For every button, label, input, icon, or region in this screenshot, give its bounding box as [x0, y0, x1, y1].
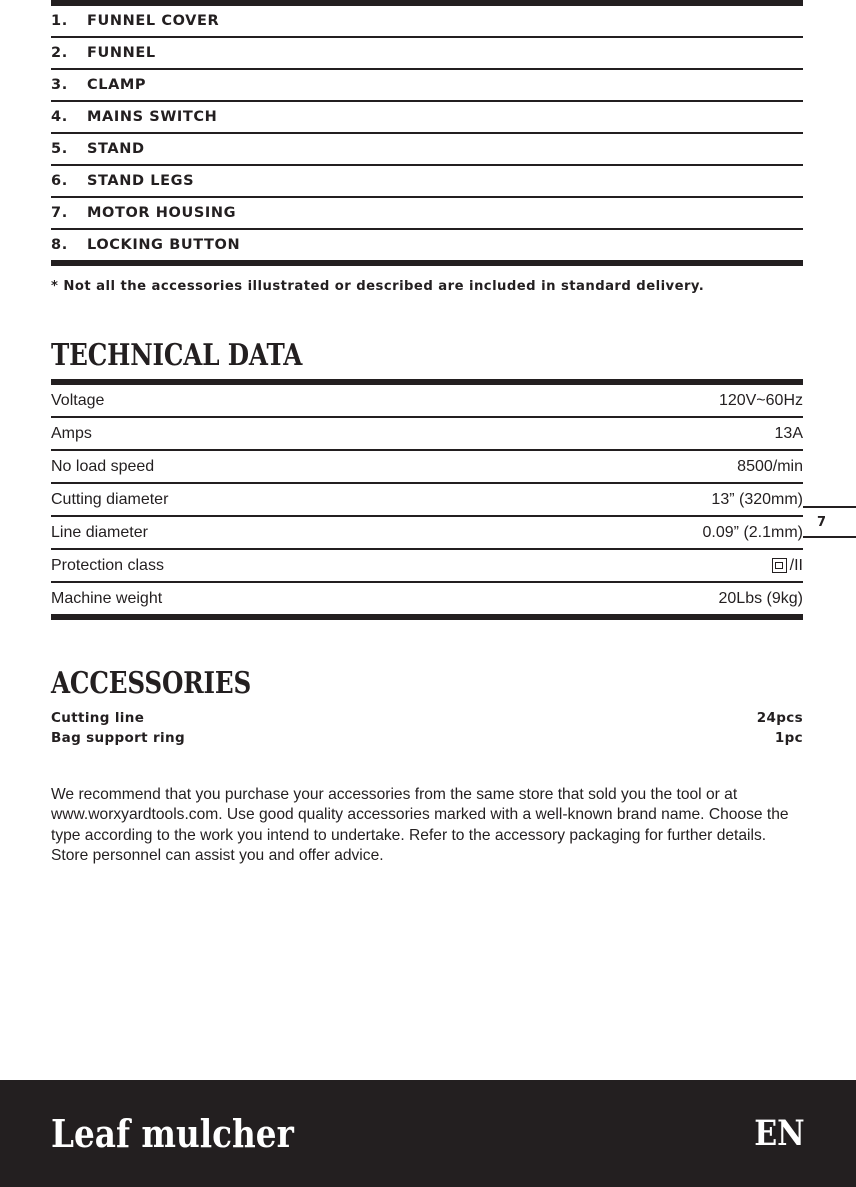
part-number: 5.	[51, 141, 68, 157]
spec-row	[51, 484, 803, 515]
part-number: 7.	[51, 205, 68, 221]
accessory-name: Bag support ring	[51, 730, 185, 746]
spec-key: Protection class	[51, 556, 164, 574]
part-label: FUNNEL	[87, 45, 156, 61]
parts-list-bottom-rule	[51, 260, 803, 266]
part-number: 4.	[51, 109, 68, 125]
technical-data-heading-wrap	[51, 338, 803, 374]
spec-value	[719, 392, 803, 410]
accessory-row	[51, 728, 803, 748]
parts-list-row	[51, 102, 803, 132]
spec-row	[51, 385, 803, 416]
spec-value-text: 13A	[774, 424, 803, 442]
parts-list-row	[51, 38, 803, 68]
spec-value	[772, 557, 803, 575]
parts-list-row	[51, 198, 803, 228]
part-label: LOCKING BUTTON	[87, 237, 241, 253]
spec-value-text: 0.09” (2.1mm)	[702, 523, 803, 541]
spec-key: No load speed	[51, 457, 155, 475]
technical-data-table	[51, 379, 803, 620]
spec-value-text: /II	[789, 556, 803, 574]
spec-value	[719, 590, 804, 608]
parts-list-row	[51, 134, 803, 164]
spec-row	[51, 583, 803, 614]
spec-value	[775, 425, 803, 443]
spec-table-bottom-rule	[51, 614, 803, 620]
spec-key: Cutting diameter	[51, 490, 169, 508]
part-number: 2.	[51, 45, 68, 61]
accessories-heading-wrap	[51, 666, 803, 700]
accessory-quantity: 24pcs	[756, 710, 803, 726]
part-label: STAND	[87, 141, 145, 157]
page-number: 7	[816, 514, 827, 530]
spec-value-text: 120V~60Hz	[718, 391, 803, 409]
footer-language-code: EN	[754, 1113, 805, 1154]
parts-list-row	[51, 6, 803, 36]
accessories-note: We recommend that you purchase your accessories from the same store that sold you the tool or at www.worxyardtools.com. Use good quality accessories marked with a well-known brand name. Choose the type according to the work you intend to undertake. Refer to the accessory packaging for further details. Store personnel can assist you and offer advice.	[51, 785, 789, 865]
accessory-quantity: 1pc	[774, 730, 803, 746]
part-label: FUNNEL COVER	[87, 13, 220, 29]
page-number-tab	[803, 506, 856, 538]
technical-data-heading: TECHNICAL DATA	[51, 338, 303, 373]
spec-value	[711, 491, 803, 509]
spec-value-text: 20Lbs (9kg)	[718, 589, 803, 607]
spec-key: Machine weight	[51, 589, 163, 607]
page-tab-bottom-rule	[803, 536, 856, 538]
accessories-heading: ACCESSORIES	[51, 666, 252, 701]
spec-row	[51, 451, 803, 482]
spec-row	[51, 517, 803, 548]
part-number: 3.	[51, 77, 68, 93]
parts-list-row	[51, 70, 803, 100]
spec-value	[703, 524, 803, 542]
part-label: STAND LEGS	[87, 173, 195, 189]
spec-key: Amps	[51, 424, 92, 442]
spec-value-text: 8500/min	[737, 457, 803, 475]
spec-row	[51, 550, 803, 581]
parts-list-row	[51, 166, 803, 196]
double-insulation-icon	[772, 558, 787, 573]
spec-value-text: 13” (320mm)	[711, 490, 803, 508]
page-footer	[0, 1080, 856, 1187]
accessory-name: Cutting line	[51, 710, 145, 726]
spec-key: Voltage	[51, 391, 105, 409]
parts-list-row	[51, 230, 803, 260]
part-label: CLAMP	[87, 77, 147, 93]
spec-value	[737, 458, 803, 476]
accessories-list	[51, 708, 803, 748]
spec-key: Line diameter	[51, 523, 148, 541]
accessories-footnote: * Not all the accessories illustrated or described are included in standard delivery.	[51, 279, 705, 294]
part-number: 1.	[51, 13, 68, 29]
part-number: 8.	[51, 237, 68, 253]
part-number: 6.	[51, 173, 68, 189]
accessory-row	[51, 708, 803, 728]
part-label: MOTOR HOUSING	[87, 205, 237, 221]
parts-list	[51, 0, 803, 266]
spec-row	[51, 418, 803, 449]
part-label: MAINS SWITCH	[87, 109, 218, 125]
footer-product-title: Leaf mulcher	[51, 1111, 294, 1156]
